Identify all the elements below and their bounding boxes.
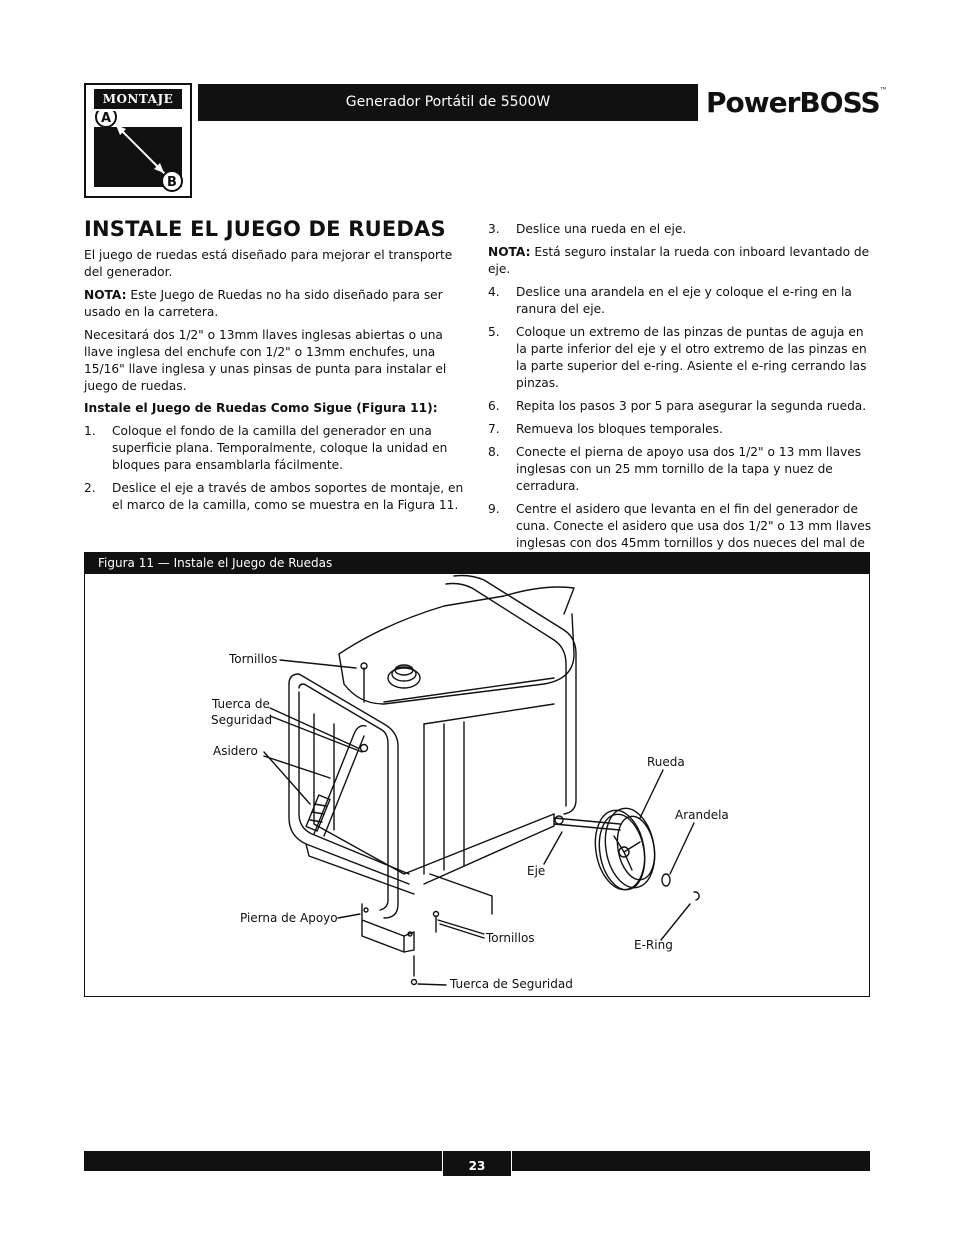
note-label: NOTA: [488,245,531,259]
brand-name: PowerBOSS [706,86,880,119]
step-item [488,324,872,392]
step-text: Coloque un extremo de las pinzas de puntas de aguja en la parte inferior del eje y el otro extremo de las pinzas en la parte superior del e-ring. Asiente el e-ring cerrando las pinzas. [516,325,867,390]
step-number: 6. [488,399,500,413]
section-label: MONTAJE [94,89,182,109]
step-item [84,423,468,474]
assembly-a-to-b-icon [86,111,190,196]
label-tuerca-seguridad-top-line2: Seguridad [211,713,273,727]
intro-paragraph: El juego de ruedas está diseñado para mejorar el transporte del generador. [84,248,453,279]
label-pierna-apoyo: Pierna de Apoyo [240,911,338,925]
step-number: 5. [488,325,500,339]
label-e-ring: E-Ring [634,938,673,952]
step-text: Deslice una rueda en el eje. [516,222,687,236]
label-tornillos-top: Tornillos [229,652,278,666]
step-number: 3. [488,222,500,236]
step-number: 9. [488,502,500,516]
left-column [84,247,468,520]
label-asidero: Asidero [213,744,258,758]
steps-heading: Instale el Juego de Ruedas Como Sigue (Figura 11): [84,401,438,415]
step-text: Deslice una arandela en el eje y coloque el e-ring en la ranura del eje. [516,285,852,316]
step-item [488,284,872,318]
note-text: Este Juego de Ruedas no ha sido diseñado para ser usado en la carretera. [84,288,443,319]
figure-caption: Figura 11 — Instale el Juego de Ruedas [84,552,870,574]
marker-a: A [100,111,112,126]
note-label: NOTA: [84,288,127,302]
generator-wheel-kit-illustration [84,574,870,996]
label-tuerca-seguridad-bottom: Tuerca de Seguridad [450,977,573,991]
step-item [488,398,872,415]
note-text: Está seguro instalar la rueda con inboard levantado de eje. [488,245,870,276]
step-text: Repita los pasos 3 por 5 para asegurar la segunda rueda. [516,399,867,413]
brand-logo [706,86,887,119]
tools-paragraph: Necesitará dos 1/2" o 13mm llaves inglesas abiertas o una llave inglesa del enchufe con 1/2" o 13mm enchufes, una 15/16" llave inglesa y unas pinsas de punta para instalar el juego de ruedas. [84,328,447,393]
step-text: Coloque el fondo de la camilla del generador en una superficie plana. Temporalmente, coloque la unidad en bloques para ensamblarla fácilmente. [112,424,448,472]
marker-b: B [167,175,177,190]
section-icon-montaje [84,83,192,198]
note-paragraph [488,244,872,278]
step-number: 1. [84,424,96,438]
step-text: Conecte el pierna de apoyo usa dos 1/2" o 13 mm llaves inglesas con un 25 mm tornillo de la tapa y nuez de cerradura. [516,445,862,493]
step-item [84,480,468,514]
step-text: Centre el asidero que levanta en el fin del generador de cuna. Conecte el asidero que usa dos 1/2" o 13 mm llaves inglesas con dos 45mm tornillos y dos nueces del mal de [516,502,872,550]
label-eje: Eje [527,864,546,878]
label-arandela: Arandela [675,808,729,822]
note-paragraph [84,287,468,321]
label-tornillos-bottom: Tornillos [486,931,535,945]
right-column [488,221,872,575]
header-title-bar: Generador Portátil de 5500W [198,84,698,121]
step-number: 4. [488,285,500,299]
step-number: 8. [488,445,500,459]
step-text: Deslice el eje a través de ambos soportes de montaje, en el marco de la camilla, como se muestra en la Figura 11. [112,481,464,512]
step-item [488,221,872,238]
page-number: 23 [442,1151,512,1177]
label-rueda: Rueda [647,755,685,769]
step-number: 7. [488,422,500,436]
label-tuerca-seguridad-top-line1: Tuerca de [212,697,270,711]
step-item [488,421,872,438]
step-item [488,444,872,495]
step-text: Remueva los bloques temporales. [516,422,723,436]
step-number: 2. [84,481,96,495]
trademark: ™ [879,86,887,95]
page-title: INSTALE EL JUEGO DE RUEDAS [84,217,446,241]
